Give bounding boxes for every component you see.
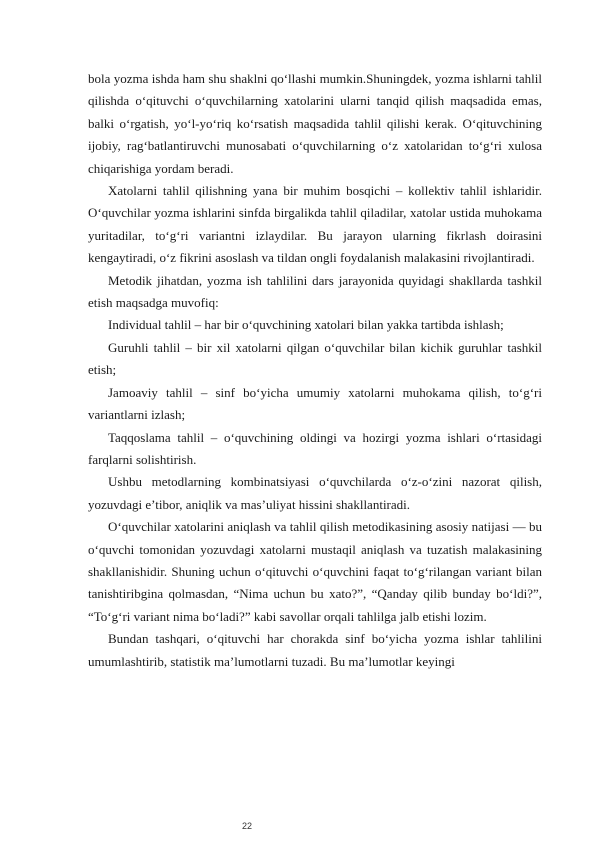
paragraph: Xatolarni tahlil qilishning yana bir muhim bosqichi – kollektiv tahlil ishlaridir. O‘quvchilar yozma ishlarini sinfda birgalikda tahlil qiladilar, xatolar ustida muhokama yuritadilar, to‘g‘ri variantni izlaydilar. Bu jarayon ularning fikrlash doirasini kengaytiradi, o‘z fikrini asoslash va tildan ongli foydalanish malakasini rivojlantiradi.	[88, 183, 542, 266]
list-item-group: Guruhli tahlil – bir xil xatolarni qilgan o‘quvchilar bilan kichik guruhlar tashkil etish;	[88, 339, 542, 378]
list-item-comparative: Taqqoslama tahlil – o‘quvchining oldingi va hozirgi yozma ishlari o‘rtasidagi farqlarni solishtirish.	[88, 429, 542, 467]
list-item-individual: Individual tahlil – har bir o‘quvchining xatolari bilan yakka tartibda ishlash;	[108, 317, 504, 333]
body-text	[88, 68, 542, 673]
paragraph: Metodik jihatdan, yozma ish tahlilini dars jarayonida quyidagi shakllarda tashkil etish maqsadga muvofiq:	[88, 272, 542, 311]
paragraph: Bundan tashqari, o‘qituvchi har chorakda sinf bo‘yicha yozma ishlar tahlilini umumlashtirib, statistik ma’lumotlarni tuzadi. Bu ma’lumotlar keyingi	[88, 631, 542, 669]
paragraph: bola yozma ishda ham shu shaklni qo‘llashi mumkin.Shuningdek, yozma ishlarni tahlil qilishda o‘qituvchi o‘quvchilarning xatolarini ularni tanqid qilish maqsadida emas, balki o‘rgatish, yo‘l-yo‘riq ko‘rsatish maqsadida tahlil qilishi kerak. O‘qituvchining ijobiy, rag‘batlantiruvchi munosabati o‘quvchilarning o‘z xatolaridan to‘g‘ri xulosa chiqarishiga yordam beradi.	[88, 71, 542, 176]
list-item-collective: Jamoaviy tahlil – sinf bo‘yicha umumiy xatolarni muhokama qilish, to‘g‘ri variantlarni izlash;	[88, 384, 542, 423]
page-number: 22	[242, 821, 253, 831]
paragraph: O‘quvchilar xatolarini aniqlash va tahlil qilish metodikasining asosiy natijasi — bu o‘quvchi tomonidan yozuvdagi xatolarni mustaqil aniqlash va tuzatish malakasining shakllanishidir. Shuning uchun o‘qituvchi o‘quvchini faqat to‘g‘rilangan variant bilan tanishtiribgina qolmasdan, “Nima uchun bu xato?”, “Qanday qilib bunday bo‘ldi?”, “To‘g‘ri variant nima bo‘ladi?” kabi savollar orqali tahlilga jalb etishi lozim.	[88, 519, 542, 624]
paragraph: Ushbu metodlarning kombinatsiyasi o‘quvchilarda o‘z-o‘zini nazorat qilish, yozuvdagi e’tibor, aniqlik va mas’uliyat hissini shakllantiradi.	[88, 474, 542, 512]
